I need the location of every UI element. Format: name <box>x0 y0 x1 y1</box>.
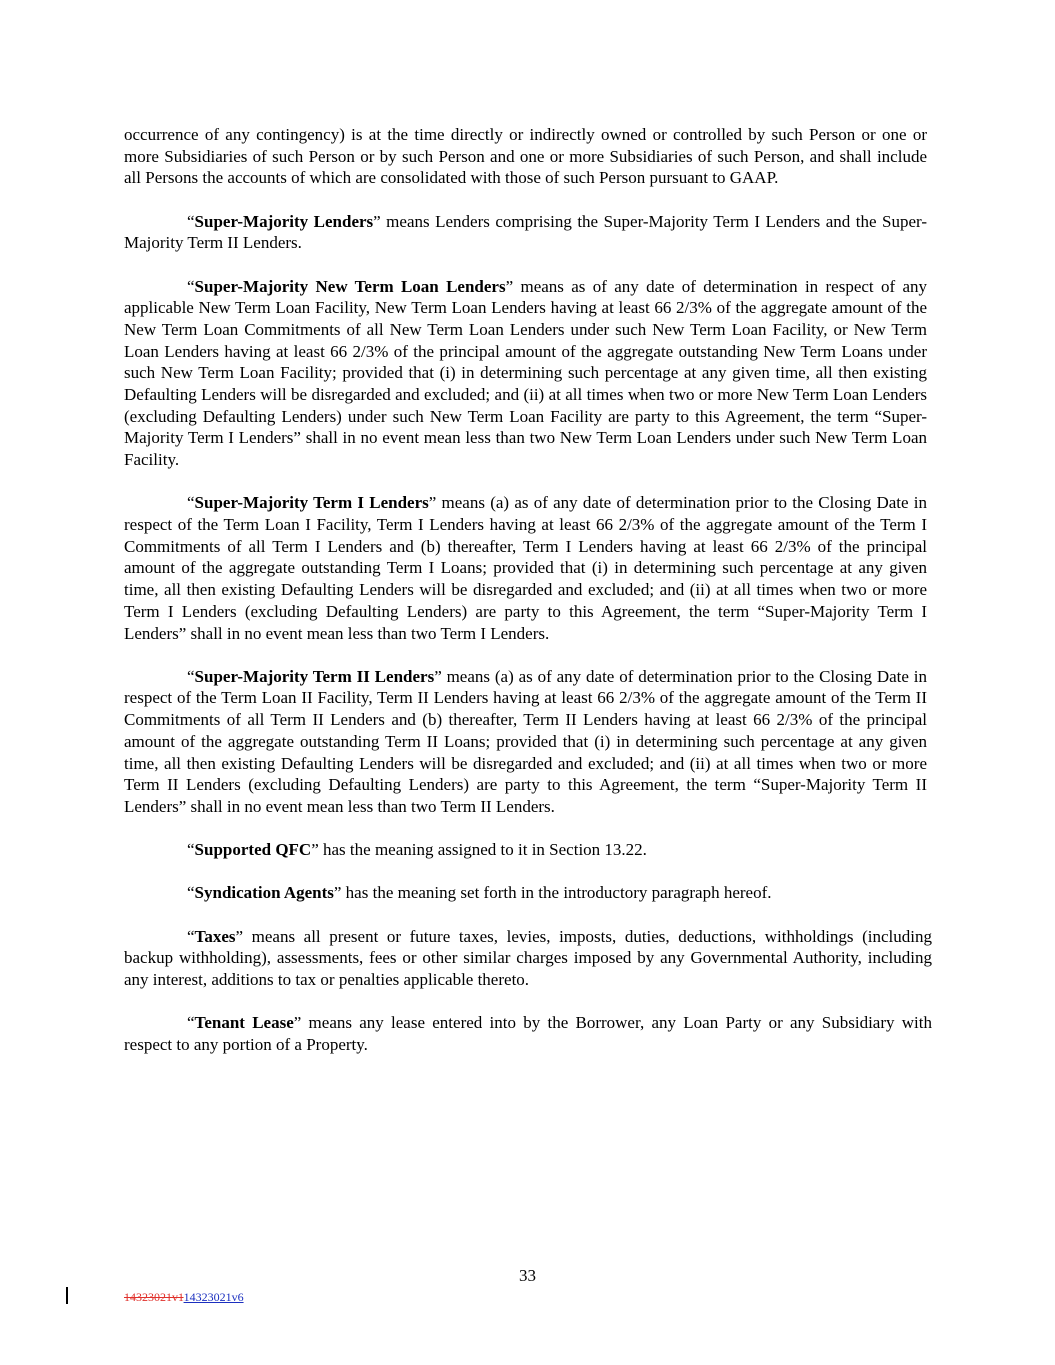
definition-super-majority-term-i-lenders <box>124 492 927 644</box>
definition-tenant-lease <box>124 1012 932 1055</box>
definition-syndication-agents <box>124 882 927 904</box>
definition-text: ” has the meaning set forth in the introductory paragraph hereof. <box>333 883 772 903</box>
definition-super-majority-term-ii-lenders <box>124 666 927 818</box>
document-id-inserted: 14323021v6 <box>183 1290 244 1304</box>
defined-term: Syndication Agents <box>194 883 334 903</box>
definition-text: ” means Lenders comprising the Super-Majority Term I Lenders and the Super-Majority Term II Lenders. <box>124 211 927 253</box>
definition-text: ” means as of any date of determination in respect of any applicable New Term Loan Facility, New Term Loan Lenders having at least 66 2/3% of the aggregate amount of the New Term Loan Commitments of all New Term Loan Lenders under such New Term Loan Facility, or New Term Loan Lenders having at least 66 2/3% of the principal amount of the aggregate outstanding New Term Loans under such New Term Loan Facility; provided that (i) in determining such percentage at any given time, all then existing Defaulting Lenders will be disregarded and excluded; and (ii) at all times when two or more New Term Loan Lenders (excluding Defaulting Lenders) under such New Term Loan Facility are party to this Agreement, the term “Super-Majority Term I Lenders” shall in no event mean less than two New Term Loan Lenders under such New Term Loan Facility. <box>124 276 927 470</box>
definition-text: ” means (a) as of any date of determination prior to the Closing Date in respect of the Term Loan II Facility, Term II Lenders having at least 66 2/3% of the aggregate amount of the Term II Commitments of all Term II Lenders and (b) thereafter, Term II Lenders having at least 66 2/3% of the principal amount of the aggregate outstanding Term II Loans; provided that (i) in determining such percentage at any given time, all then existing Defaulting Lenders will be disregarded and excluded; and (ii) at all times when two or more Term II Lenders (excluding Defaulting Lenders) are party to this Agreement, the term “Super-Majority Term II Lenders” shall in no event mean less than two Term II Lenders. <box>124 666 927 816</box>
definition-text: ” has the meaning assigned to it in Section 13.22. <box>311 840 647 860</box>
open-quote: “ <box>187 211 195 231</box>
open-quote: “ <box>187 1013 195 1033</box>
intro-paragraph: occurrence of any contingency) is at the time directly or indirectly owned or controlled by such Person or one or more Subsidiaries of such Person or by such Person and one or more Subsidiaries of such Person, and shall include all Persons the accounts of which are consolidated with those of such Person pursuant to GAAP. <box>124 125 927 188</box>
open-quote: “ <box>187 926 195 946</box>
document-body <box>124 124 932 1077</box>
open-quote: “ <box>187 276 195 296</box>
defined-term: Super-Majority Term II Lenders <box>194 666 435 686</box>
definition-super-majority-new-term-loan-lenders <box>124 276 927 471</box>
definition-super-majority-lenders <box>124 211 927 254</box>
revision-change-bar <box>66 1287 68 1304</box>
open-quote: “ <box>187 493 195 513</box>
definition-text: ” means (a) as of any date of determination prior to the Closing Date in respect of the Term Loan I Facility, Term I Lenders having at least 66 2/3% of the aggregate amount of the Term I Commitments of all Term I Lenders and (b) thereafter, Term I Lenders having at least 66 2/3% of the principal amount of the aggregate outstanding Term I Loans; provided that (i) in determining such percentage at any given time, all then existing Defaulting Lenders will be disregarded and excluded; and (ii) at all times when two or more Term I Lenders (excluding Defaulting Lenders) are party to this Agreement, the term “Super-Majority Term I Lenders” shall in no event mean less than two Term I Lenders. <box>124 493 927 643</box>
open-quote: “ <box>187 883 195 903</box>
definition-supported-qfc <box>124 839 927 861</box>
defined-term: Tenant Lease <box>194 1013 294 1033</box>
defined-term: Supported QFC <box>194 840 312 860</box>
defined-term: Super-Majority Term I Lenders <box>194 493 429 513</box>
page-number: 33 <box>519 1266 536 1285</box>
definition-text: ” means all present or future taxes, levies, imposts, duties, deductions, withholdings (including backup withholding), assessments, fees or other similar charges imposed by any Governmental Authority, including any interest, additions to tax or penalties applicable thereto. <box>124 926 932 989</box>
open-quote: “ <box>187 666 195 686</box>
defined-term: Super-Majority New Term Loan Lenders <box>194 276 506 296</box>
definition-taxes <box>124 926 932 991</box>
definition-text: ” means any lease entered into by the Borrower, any Loan Party or any Subsidiary with respect to any portion of a Property. <box>124 1013 932 1054</box>
open-quote: “ <box>187 840 195 860</box>
document-id <box>124 1290 244 1305</box>
defined-term: Taxes <box>194 926 236 946</box>
document-id-deleted: 14323021v1 <box>124 1290 184 1304</box>
defined-term: Super-Majority Lenders <box>194 211 374 231</box>
